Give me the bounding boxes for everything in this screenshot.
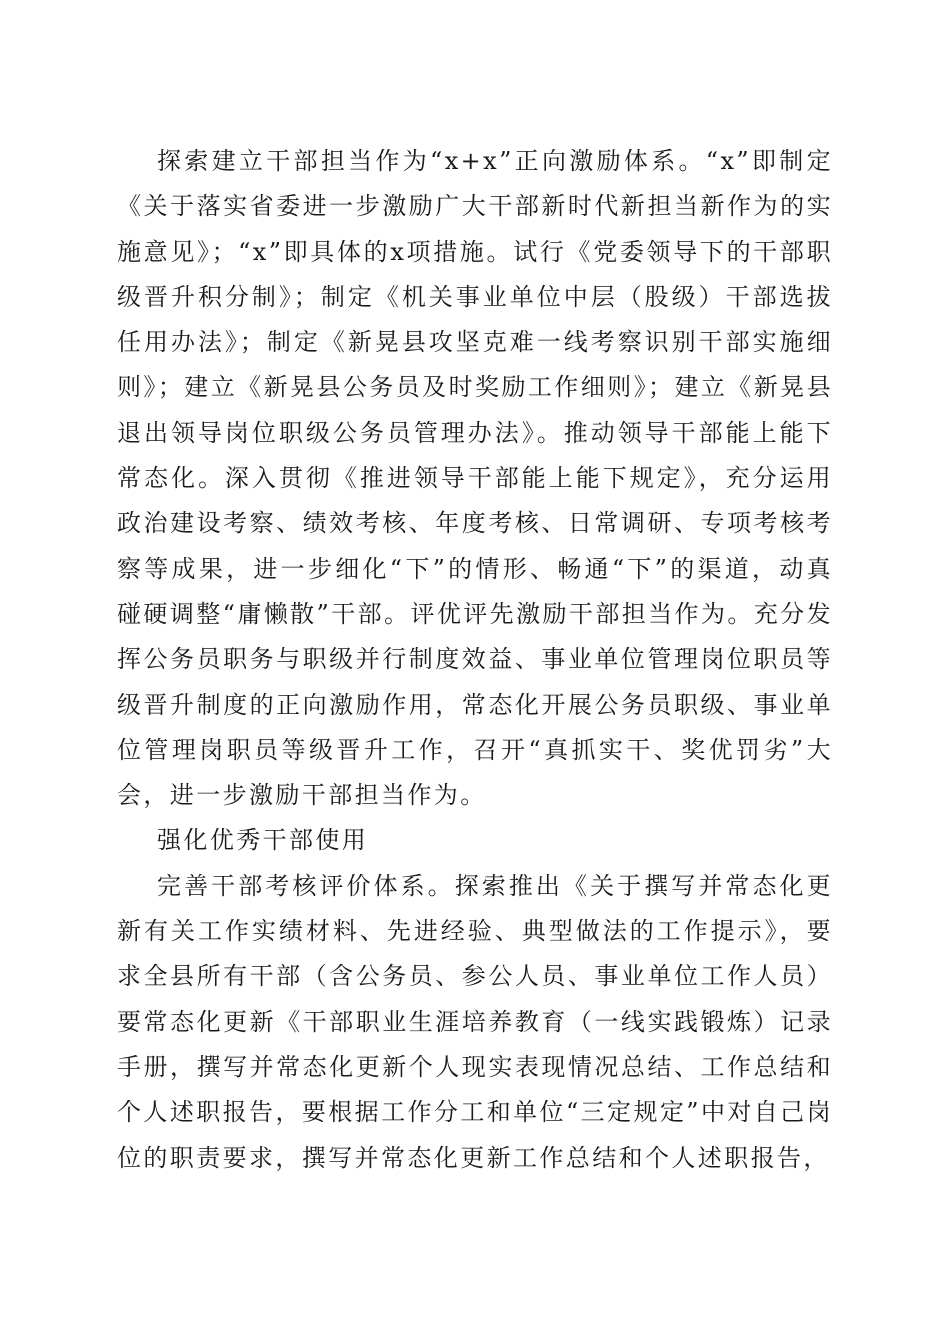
- section-heading: 强化优秀干部使用: [157, 826, 369, 855]
- document-body: [117, 139, 833, 1181]
- paragraph-incentive-system: 探索建立干部担当作为“x+x”正向激励体系。“x”即制定《关于落实省委进一步激励广大干部新时代新担当新作为的实施意见》；“x”即具体的x项措施。试行《党委领导下的干部职级晋升积分制》；制定《机关事业单位中层（股级）干部选拔任用办法》；制定《新晃县攻坚克难一线考察识别干部实施细则》；建立《新晃县公务员及时奖励工作细则》；建立《新晃县退出领导岗位职级公务员管理办法》。推动领导干部能上能下常态化。深入贯彻《推进领导干部能上能下规定》，充分运用政治建设考察、绩效考核、年度考核、日常调研、专项考核考察等成果，进一步细化“下”的情形、畅通“下”的渠道，动真碰硬调整“庸懒散”干部。评优评先激励干部担当作为。充分发挥公务员职务与职级并行制度效益、事业单位管理岗位职员等级晋升制度的正向激励作用，常态化开展公务员职级、事业单位管理岗职员等级晋升工作，召开“真抓实干、奖优罚劣”大会，进一步激励干部担当作为。: [117, 147, 833, 810]
- paragraph-evaluation-system: 完善干部考核评价体系。探索推出《关于撰写并常态化更新有关工作实绩材料、先进经验、典型做法的工作提示》，要求全县所有干部（含公务员、参公人员、事业单位工作人员）要常态化更新《干部职业生涯培养教育（一线实践锻炼）记录手册，撰写并常态化更新个人现实表现情况总结、工作总结和个人述职报告，要根据工作分工和单位“三定规定”中对自己岗位的职责要求，撰写并常态化更新工作总结和个人述职报告，: [117, 871, 833, 1172]
